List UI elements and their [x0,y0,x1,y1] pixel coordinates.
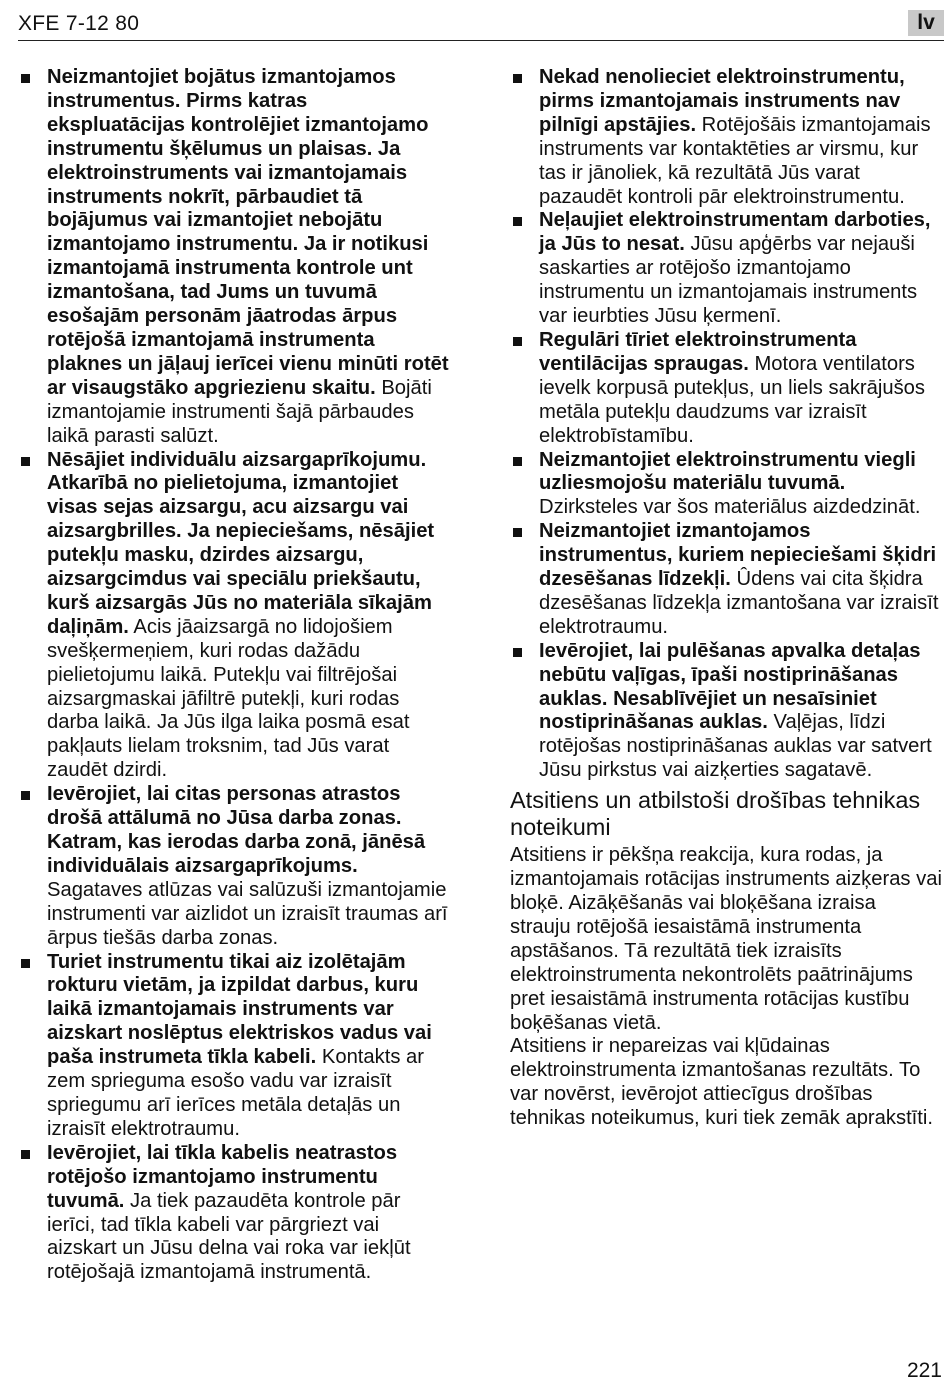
safety-item-emphasis: Neizmantojiet elektroinstrumentu viegli uzliesmojošu materiālu tuvumā. [539,448,916,495]
safety-item [510,329,942,449]
safety-item-text: Rotējošāis izmantojamais instruments var kontaktēties ar virsmu, kur tas ir jānoliek, kā rezultātā Jūs varat pazaudēt kontroli pār elektroinstrumentu. [539,113,931,208]
safety-item-text: Kontakts ar zem sprieguma esošo vadu var izraisīt spriegumu arī ierīces metāla detaļās un izraisīt elektrotraumu. [47,1046,425,1140]
safety-item-emphasis: Ievērojiet, lai citas personas atrastos drošā attālumā no Jūsa darba zonas. Katram, kas ierodas darba zonā, jānēsā individuālais aizsargaprīkojums. [47,783,426,877]
safety-item [18,1142,450,1285]
safety-item-text: Sagataves atlūzas vai salūzuši izmantojamie instrumenti var aizlidot un izraisīt traumas arī ārpus tiešās darba zonas. [47,878,448,949]
bullet-square-icon [513,457,522,466]
safety-item-emphasis: Ievērojiet, lai pulēšanas apvalka detaļas nebūtu vaļīgas, īpaši nostiprināšanas auklas. Nesablīvējiet un nesaīsiniet nostiprināšanas auklas. [539,639,921,734]
section-paragraph: Atsitiens ir nepareizas vai kļūdainas elektroinstrumenta izmantošanas rezultāts. To var novērst, ievērojot attiecīgus drošības tehnikas noteikumus, kuri tiek zemāk aprakstīti. [510,1035,933,1130]
safety-item-emphasis: Regulāri tīriet elektroinstrumenta ventilācijas spraugas. [539,328,857,375]
safety-item [18,449,450,784]
page-number: 221 [906,1359,942,1382]
section-paragraph: Atsitiens ir pēkšņa reakcija, kura rodas, ja izmantojamais rotācijas instruments aizķeras vai bloķē. Aizāķēšanās vai bloķēšana izraisa strauju rotējošā iesaistāmā instrumenta apstāšanos. Tā rezultātā tiek izraisīts elektroinstrumenta nekontrolēts paātrinājums pret iesaistāmā instrumenta rotācijas kustību boķēšanas vietā. [510,844,942,1034]
safety-item-text: Bojāti izmantojamie instrumenti šajā pārbaudes laikā parasti salūzt. [47,376,432,447]
safety-item-emphasis: Turiet instrumentu tikai aiz izolētajām rokturu vietām, ja izpildat darbus, kuru laikā izmantojamais instruments var aizskart noslēptus elektriskos vadus vai paša instrumeta tīkla kabeli. [47,950,432,1069]
bullet-square-icon [21,791,30,800]
safety-item-text: Motora ventilators ievelk korpusā putekļus, un liels sakrājušos metāla putekļu daudzums var izraisīt elektrobīstamību. [539,352,925,447]
safety-item [18,951,450,1142]
bullet-square-icon [513,648,522,657]
safety-item-text: Jūsu apģērbs var nejauši saskarties ar rotējošo izmantojamo instrumentu un izmantojamais instruments var ieurbties Jūsu ķermenī. [539,233,918,328]
bullet-square-icon [513,217,522,226]
safety-item-text: Dzirksteles var šos materiālus aizdedzināt. [539,496,921,519]
bullet-square-icon [21,959,30,968]
safety-item-emphasis: Nekad nenolieciet elektroinstrumentu, pirms izmantojamais instruments nav pilnīgi apstājies. [539,66,905,136]
section-heading: Atsitiens un atbilstoši drošības tehnikas noteikumi [510,787,921,841]
left-column [18,66,450,1285]
bullet-square-icon [513,337,522,346]
bullet-square-icon [513,528,522,537]
language-badge: lv [908,10,944,36]
right-column [510,66,942,1131]
bullet-square-icon [21,74,30,83]
safety-item [510,520,942,640]
document-title: XFE 7-12 80 [18,12,140,35]
safety-item-emphasis: Neizmantojiet bojātus izmantojamos instrumentus. Pirms katras ekspluatācijas kontrolējiet izmantojamo instrumentu šķēlumus un plaisas. Ja elektroinstruments vai izmantojamais instruments nokrīt, pārbaudiet tā bojājumus vai izmantojiet nebojātu izmantojamo instrumentu. Ja ir notikusi izmantojamā instrumenta kontrole unt izmantošana, tad Jums un tuvumā esošajām personām jāatrodas ārpus rotējošā izmantojamā instrumenta plaknes un jāļauj ierīcei vienu minūti rotēt ar visaugstāko apgriezienu skaitu. [47,66,449,399]
safety-item-emphasis: Neļaujiet elektroinstrumentam darboties, ja Jūs to nesat. [539,209,931,256]
safety-item-emphasis: Nēsājiet individuālu aizsargaprīkojumu. Atkarībā no pielietojuma, izmantojiet visas sejas aizsargu, acu aizsargu vai aizsargbrilles. Ja nepieciešams, nēsājiet putekļu masku, dzirdes aizsargu, aizsargcimdus vai speciālu priekšautu, kurš aizsargās Jūs no materiāla sīkajām daļiņām. [47,448,435,638]
safety-item-text: Ja tiek pazaudēta kontrole pār ierīci, tad tīkla kabeli var pārgriezt vai aizskart un Jūsu delna vai roka var iekļūt rotējošajā izmantojamā instrumentā. [47,1189,411,1284]
safety-item-text: Vaļējas, līdzi rotējošas nostiprināšanas auklas var satvert Jūsu pirkstus vai aizķerties sagatavē. [539,711,932,782]
bullet-square-icon [21,1150,30,1159]
safety-item [18,783,450,950]
safety-item-text: Acis jāaizsargā no lidojošiem svešķermeņiem, kuri rodas dažādu pielietojumu laikā. Putekļu vai filtrējošai aizsargmaskai jāfiltrē putekļi, kuri rodas darba laikā. Ja Jūs ilga laika posmā esat pakļauts lielam troksnim, tad Jūs varat zaudēt dzirdi. [47,615,410,782]
safety-item-text: Ûdens vai cita šķidra dzesēšanas līdzekļa izmantošana var izraisīt elektrotraumu. [539,568,939,638]
page-header [18,8,944,41]
safety-item [510,66,942,209]
safety-item [18,66,450,449]
bullet-square-icon [513,74,522,83]
safety-item [510,640,942,783]
safety-item-emphasis: Ievērojiet, lai tīkla kabelis neatrastos rotējošo izmantojamo instrumentu tuvumā. [47,1141,398,1212]
safety-item-emphasis: Neizmantojiet izmantojamos instrumentus, kuriem nepieciešami šķidri dzesēšanas līdzekļi. [539,520,937,591]
bullet-square-icon [21,457,30,466]
safety-item [510,449,942,521]
safety-item [510,209,942,329]
